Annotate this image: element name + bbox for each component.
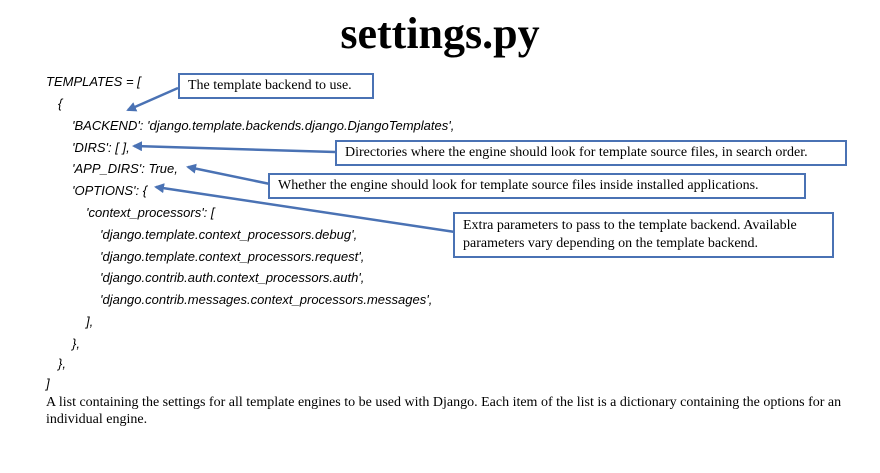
code-line: 'DIRS': [ ], (72, 140, 130, 155)
callout-backend (178, 73, 374, 99)
code-line: 'django.template.context_processors.request', (100, 249, 365, 264)
arrow-backend (128, 88, 178, 110)
code-line: 'OPTIONS': { (72, 183, 148, 198)
code-line: ], (86, 314, 94, 329)
arrow-app-dirs (188, 167, 270, 184)
code-line: 'context_processors': [ (86, 205, 215, 220)
code-line: 'BACKEND': 'django.template.backends.django.DjangoTemplates', (72, 118, 455, 133)
code-line: { (58, 96, 63, 111)
callout-options-text: Extra parameters to pass to the template backend. Available parameters vary depending on the template backend. (463, 218, 797, 251)
code-line: 'django.contrib.auth.context_processors.auth', (100, 270, 365, 285)
callout-dirs-text: Directories where the engine should look for template source files, in search order. (345, 145, 808, 160)
arrow-dirs (134, 146, 335, 152)
code-line: 'APP_DIRS': True, (72, 161, 178, 176)
slide-title: settings.py (340, 9, 540, 58)
code-line: 'django.contrib.messages.context_processors.messages', (100, 292, 433, 307)
callout-backend-text: The template backend to use. (188, 78, 352, 93)
code-line: TEMPLATES = [ (46, 74, 141, 89)
callout-app-dirs (268, 173, 806, 199)
code-line: ] (46, 376, 50, 391)
callout-dirs (335, 140, 847, 166)
callout-options (453, 212, 834, 258)
code-line: }, (58, 356, 66, 371)
code-line: }, (72, 336, 80, 351)
caption: A list containing the settings for all template engines to be used with Django. Each item of the list is a dictionary containing the options for an individual engine. (46, 395, 842, 427)
code-line: 'django.template.context_processors.debug', (100, 227, 358, 242)
callout-app-dirs-text: Whether the engine should look for template source files inside installed applications. (278, 178, 759, 193)
